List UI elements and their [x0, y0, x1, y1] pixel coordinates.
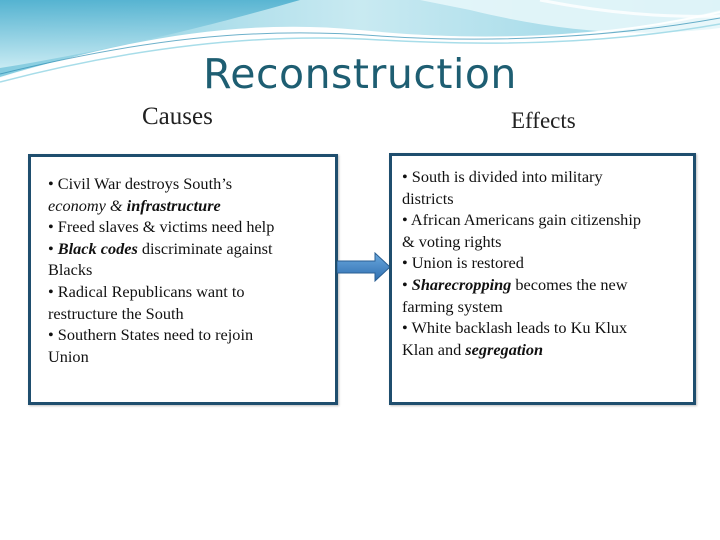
causes-line-6: • Radical Republicans want to: [48, 281, 245, 301]
causes-line-9: Union: [48, 346, 89, 366]
causes-line-1: • Civil War destroys South’s: [48, 174, 233, 193]
effects-line-9: Klan and segregation: [402, 339, 544, 359]
effects-box: [389, 153, 696, 405]
effects-line-6: • Sharecropping becomes the new: [402, 274, 628, 294]
effects-line-5: • Union is restored: [402, 253, 524, 273]
effects-text: [392, 156, 693, 360]
causes-line-2: economy & infrastructure: [48, 195, 221, 215]
causes-text: [31, 157, 335, 367]
slide-title: Reconstruction: [203, 50, 517, 98]
causes-heading: Causes: [142, 103, 213, 130]
effects-heading: Effects: [511, 108, 576, 133]
right-arrow-icon: [337, 252, 391, 282]
causes-line-5: Blacks: [48, 260, 93, 280]
causes-line-7: restructure the South: [48, 303, 184, 323]
causes-line-8: • Southern States need to rejoin: [48, 325, 254, 345]
causes-line-3: • Freed slaves & victims need help: [48, 217, 275, 237]
causes-line-4: • Black codes discriminate against: [48, 238, 273, 258]
effects-line-2: districts: [402, 188, 454, 208]
effects-line-1: • South is divided into military: [402, 167, 603, 186]
effects-line-8: • White backlash leads to Ku Klux: [402, 318, 628, 338]
effects-line-7: farming system: [402, 296, 503, 316]
effects-line-4: & voting rights: [402, 231, 502, 251]
causes-box: [28, 154, 338, 405]
effects-line-3: • African Americans gain citizenship: [402, 210, 641, 230]
